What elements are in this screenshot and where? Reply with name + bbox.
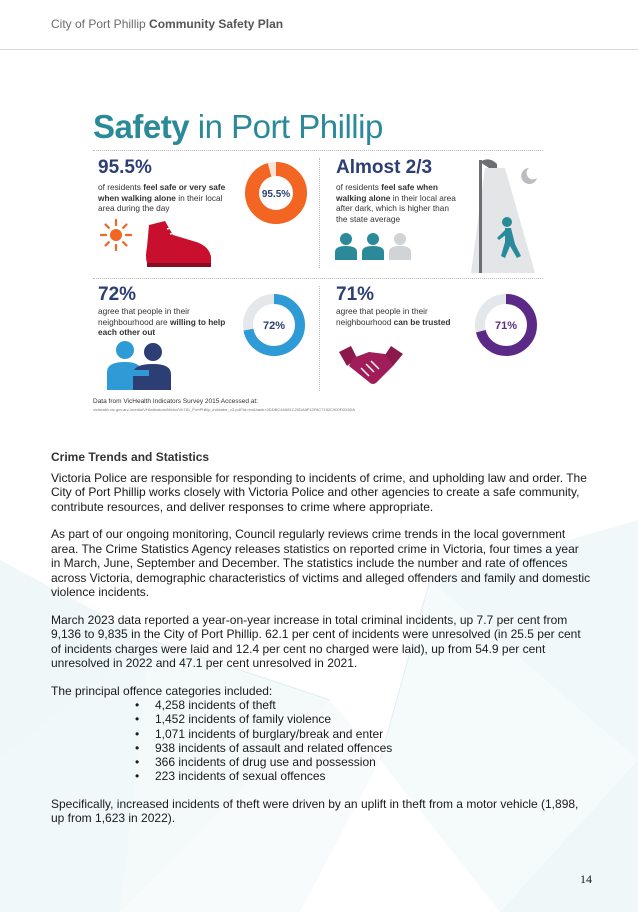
handshake-icon <box>339 344 403 386</box>
source-url: vichealth.vic.gov.au/-/media/VHIndicators/Metro/Vh781_PortPhillip_indicator_v3.pdf?la=en&hash=0DDBC4A581C20DA8F13F8C7152C900F0D9DA <box>93 407 356 412</box>
offence-list <box>51 698 591 784</box>
paragraph-theft: Specifically, increased incidents of theft were driven by an uplift in theft from a motor vehicle (1,898, up from 1,623 in 2022). <box>51 796 579 826</box>
list-item: • 1,452 incidents of family violence <box>135 712 591 726</box>
stat3-description: agree that people in their neighbourhood are willing to help each other out <box>98 306 226 337</box>
divider-top <box>93 150 543 151</box>
list-item: • 1,071 incidents of burglary/break and enter <box>135 727 591 741</box>
divider-vertical-top <box>319 158 320 268</box>
main-content <box>51 450 591 839</box>
stat3-donut-label: 72% <box>262 320 286 332</box>
stat2-value: Almost 2/3 <box>336 157 433 178</box>
divider-vertical-bottom <box>319 286 320 391</box>
stat2-description: of residents feel safe when walking alone in their local area after dark, which is higher than the state average <box>336 182 456 224</box>
stat1-value: 95.5% <box>98 157 152 178</box>
list-item: • 366 incidents of drug use and possession <box>135 755 591 769</box>
header-plan-prefix: City of Port Phillip <box>51 17 146 31</box>
section-title: Crime Trends and Statistics <box>51 450 210 464</box>
stat3-value: 72% <box>98 284 137 305</box>
source-text: Data from VicHealth Indicators Survey 2015 Accessed at: <box>93 398 258 405</box>
divider-middle <box>93 278 543 279</box>
stat4-description: agree that people in their neighbourhood can be trusted <box>336 306 451 327</box>
list-intro: The principal offence categories included: <box>51 683 273 698</box>
safety-infographic <box>93 100 548 420</box>
stat1-description: of residents feel safe or very safe when walking alone in their local area during the day <box>98 182 226 213</box>
list-item: • 4,258 incidents of theft <box>135 698 591 712</box>
people-icon <box>335 232 415 260</box>
paragraph-police: Victoria Police are responsible for responding to incidents of crime, and upholding law and order. The City of Port Phillip works closely with Victoria Police and other agencies to create a safe community, contribute resources, and deliver responses to crime where appropriate. <box>51 470 587 514</box>
sun-icon <box>99 218 133 252</box>
stat1-donut <box>243 160 309 226</box>
page-header <box>0 0 638 50</box>
neighbours-icon <box>103 340 175 390</box>
title-safety: Safety <box>93 108 190 145</box>
moon-icon <box>521 168 537 184</box>
street-lamp-icon <box>479 160 482 273</box>
stat4-donut-label: 71% <box>494 320 518 332</box>
street-lamp-scene <box>465 158 545 273</box>
infographic-title <box>93 108 383 146</box>
list-item: • 223 incidents of sexual offences <box>135 769 591 783</box>
stat4-value: 71% <box>336 284 375 305</box>
header-plan-title: Community Safety Plan <box>149 17 284 31</box>
stat4-donut <box>471 290 541 360</box>
stat1-donut-label: 95.5% <box>261 189 291 200</box>
title-rest: in Port Phillip <box>189 108 383 145</box>
stat3-donut <box>239 290 309 360</box>
paragraph-march-2023: March 2023 data reported a year-on-year increase in total criminal incidents, up 7.7 per cent from 9,136 to 9,835 in the City of Port Phillip. 62.1 per cent of incidents were unresolved (in 25.5 per cent of incidents charges were laid and 12.4 per cent no charged were laid), up from 54.9 per cent unresolved in 2022 and 47.1 per cent unresolved in 2021. <box>51 612 581 670</box>
list-item: • 938 incidents of assault and related offences <box>135 741 591 755</box>
page-number: 14 <box>580 872 592 886</box>
shoe-icon <box>143 217 215 269</box>
paragraph-monitoring: As part of our ongoing monitoring, Council regularly reviews crime trends in the local government area. The Crime Statistics Agency releases statistics on reported crime in Victoria, four times a year in March, June, September and December. The statistics include the number and rate of offences across Victoria, demographic characteristics of victims and alleged offenders and family and domestic violence incidents. <box>51 527 591 599</box>
infographic-source <box>93 398 355 414</box>
